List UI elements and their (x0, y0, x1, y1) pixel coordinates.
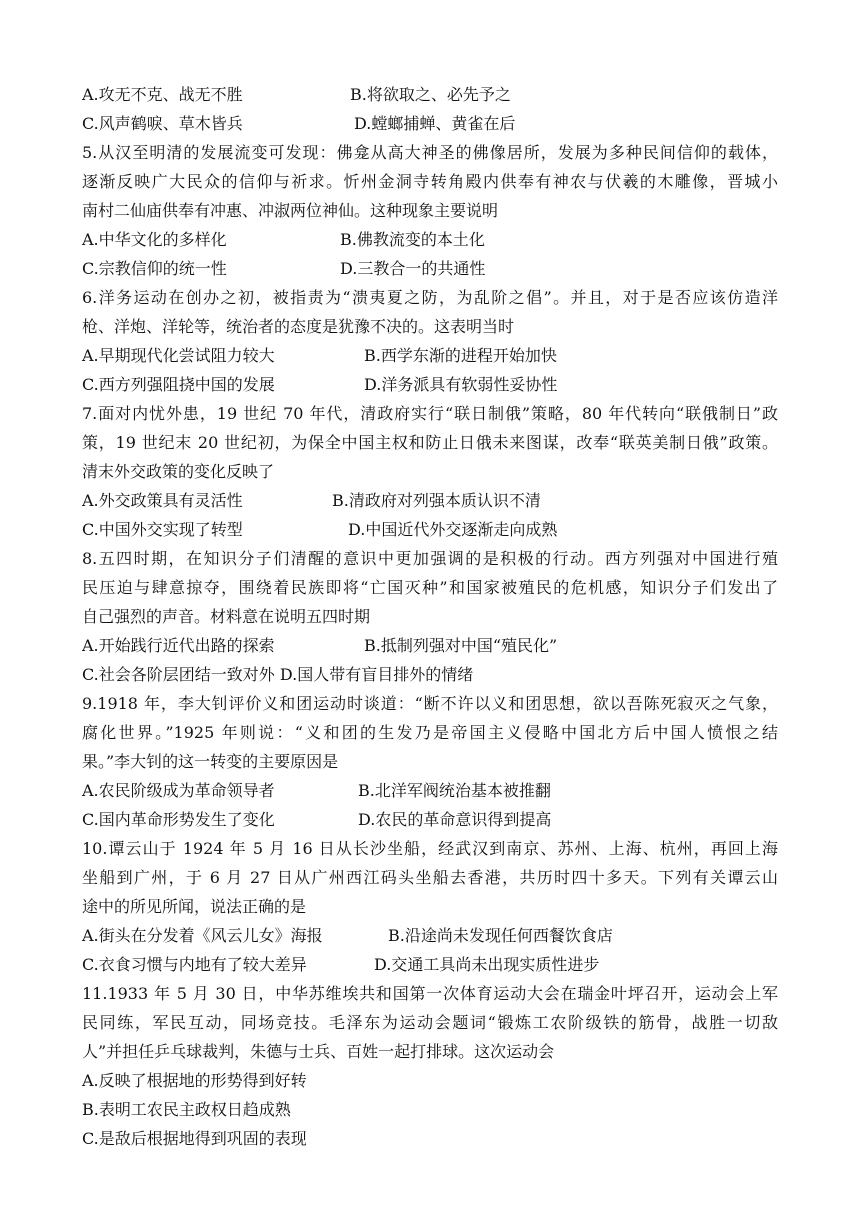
q8-stem-line: 自己强烈的声音。材料意在说明五四时期 (82, 607, 371, 626)
q5-options-row-1 (82, 225, 778, 254)
q6-option-a: A.早期现代化尝试阻力较大 (82, 346, 275, 365)
q9-stem-line: 9.1918 年，李大钊评价义和团运动时谈道：“断不许以义和团思想，欲以吾陈死寂灭之气象， (82, 694, 778, 713)
q6-option-c: C.西方列强阻挠中国的发展 (82, 375, 275, 394)
q9-option-b: B.北洋军阀统治基本被推翻 (358, 781, 551, 800)
q6-stem-line: 6.洋务运动在创办之初，被指责为“溃夷夏之防，为乱阶之倡”。并且，对于是否应该仿造洋 (82, 288, 778, 307)
q4-option-b: B.将欲取之、必先予之 (350, 85, 511, 104)
q8-stem-line: 8.五四时期，在知识分子们清醒的意识中更加强调的是积极的行动。西方列强对中国进行殖 (82, 549, 778, 568)
q10-stem-line: 10.谭云山于 1924 年 5 月 16 日从长沙坐船，经武汉到南京、苏州、上海、杭州，再回上海 (82, 839, 778, 858)
q5-options-row-2 (82, 254, 778, 283)
q8-stem-line: 民压迫与肆意掠夺，围绕着民族即将“亡国灭种”和国家被殖民的危机感，知识分子们发出了 (82, 578, 778, 597)
q4-option-d: D.螳螂捕蝉、黄雀在后 (354, 114, 516, 133)
q10-option-c: C.衣食习惯与内地有了较大差异 (82, 955, 307, 974)
question-10 (82, 834, 778, 979)
question-8 (82, 544, 778, 689)
question-5 (82, 138, 778, 283)
q10-stem-line: 途中的所见所闻，说法正确的是 (82, 897, 307, 916)
q7-stem-line: 策，19 世纪末 20 世纪初，为保全中国主权和防止日俄未来图谋，改奉“联英美制日俄”政策。 (82, 433, 778, 452)
question-11 (82, 979, 778, 1153)
q11-option-c: C.是敌后根据地得到巩固的表现 (82, 1129, 307, 1148)
q7-option-a: A.外交政策具有灵活性 (82, 491, 243, 510)
q5-option-d: D.三教合一的共通性 (340, 259, 486, 278)
q7-stem-line: 7.面对内忧外患，19 世纪 70 年代，清政府实行“联日制俄”策略，80 年代转向“联俄制日”政 (82, 404, 778, 423)
q11-stem-line: 人”并担任乒乓球裁判，朱德与士兵、百姓一起打排球。这次运动会 (82, 1042, 555, 1061)
q9-options-row-1 (82, 776, 778, 805)
question-7 (82, 399, 778, 544)
q11-stem-line: 11.1933 年 5 月 30 日，中华苏维埃共和国第一次体育运动大会在瑞金叶坪召开，运动会上军 (82, 984, 778, 1003)
q9-options-row-2 (82, 805, 778, 834)
q9-option-c: C.国内革命形势发生了变化 (82, 810, 275, 829)
q7-options-row-2 (82, 515, 778, 544)
q6-stem-line: 枪、洋炮、洋轮等，统治者的态度是犹豫不决的。这表明当时 (82, 317, 515, 336)
q6-option-d: D.洋务派具有软弱性妥协性 (364, 375, 558, 394)
q10-options-row-2 (82, 950, 778, 979)
q9-stem-line: 腐化世界。”1925 年则说：“义和团的生发乃是帝国主义侵略中国北方后中国人愤恨之结 (82, 723, 778, 742)
q6-options-row-2 (82, 370, 778, 399)
q9-option-d: D.农民的革命意识得到提高 (358, 810, 552, 829)
q5-option-b: B.佛教流变的本土化 (340, 230, 485, 249)
q5-option-c: C.宗教信仰的统一性 (82, 259, 227, 278)
q9-option-a: A.农民阶级成为革命领导者 (82, 781, 275, 800)
q10-option-d: D.交通工具尚未出现实质性进步 (374, 955, 600, 974)
q4-options-row-1 (82, 80, 778, 109)
q11-option-b: B.表明工农民主政权日趋成熟 (82, 1100, 291, 1119)
q8-option-b: B.抵制列强对中国“殖民化” (364, 636, 558, 655)
q11-stem-line: 民同练，军民互动，同场竞技。毛泽东为运动会题词“锻炼工农阶级铁的筋骨，战胜一切敌 (82, 1013, 778, 1032)
q5-stem-line: 南村二仙庙供奉有冲惠、冲淑两位神仙。这种现象主要说明 (82, 201, 499, 220)
q8-options-row-2 (82, 660, 778, 689)
question-6 (82, 283, 778, 399)
q10-stem-line: 坐船到广州，于 6 月 27 日从广州西江码头坐船去香港，共历时四十多天。下列有关谭云山 (82, 868, 778, 887)
q7-option-c: C.中国外交实现了转型 (82, 520, 243, 539)
q11-option-a: A.反映了根据地的形势得到好转 (82, 1071, 307, 1090)
q7-options-row-1 (82, 486, 778, 515)
q5-stem-line: 5.从汉至明清的发展流变可发现：佛龛从高大神圣的佛像居所，发展为多种民间信仰的载体， (82, 143, 778, 162)
q5-stem-line: 逐渐反映广大民众的信仰与祈求。忻州金洞寺转角殿内供奉有神农与伏羲的木雕像，晋城小 (82, 172, 778, 191)
q8-options-row-1 (82, 631, 778, 660)
q6-options-row-1 (82, 341, 778, 370)
q10-option-b: B.沿途尚未发现任何西餐饮食店 (388, 926, 613, 945)
q4-option-a: A.攻无不克、战无不胜 (82, 85, 243, 104)
q7-stem-line: 清末外交政策的变化反映了 (82, 462, 275, 481)
q7-option-b: B.清政府对列强本质认识不清 (332, 491, 541, 510)
question-9 (82, 689, 778, 834)
q8-option-a: A.开始践行近代出路的探索 (82, 636, 275, 655)
q4-option-c: C.风声鹤唳、草木皆兵 (82, 114, 243, 133)
q5-option-a: A.中华文化的多样化 (82, 230, 227, 249)
q10-options-row-1 (82, 921, 778, 950)
q7-option-d: D.中国近代外交逐渐走向成熟 (348, 520, 558, 539)
q10-option-a: A.街头在分发着《风云儿女》海报 (82, 926, 323, 945)
question-content (82, 80, 778, 1153)
q9-stem-line: 果。”李大钊的这一转变的主要原因是 (82, 752, 339, 771)
q4-options-row-2 (82, 109, 778, 138)
q8-option-cd: C.社会各阶层团结一致对外 D.国人带有盲目排外的情绪 (82, 665, 474, 684)
q6-option-b: B.西学东渐的进程开始加快 (364, 346, 557, 365)
